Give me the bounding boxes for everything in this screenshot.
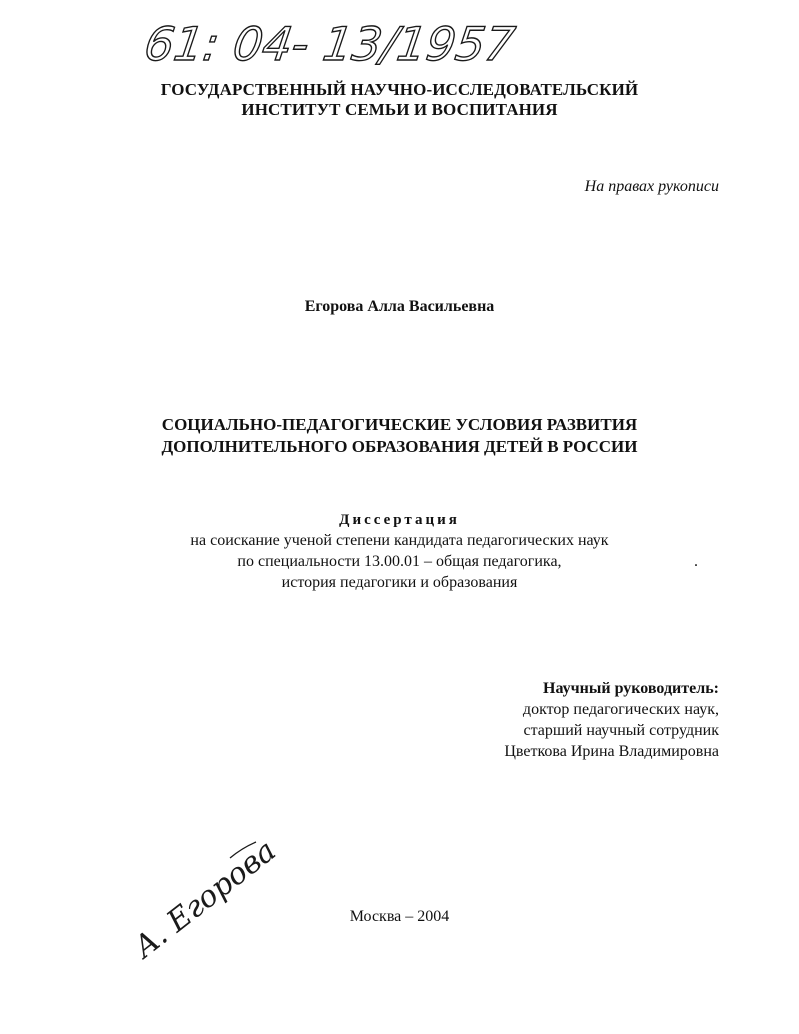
rights-note: На правах рукописи <box>584 178 719 195</box>
institute-line-1: ГОСУДАРСТВЕННЫЙ НАУЧНО-ИССЛЕДОВАТЕЛЬСКИЙ <box>160 80 639 99</box>
dissertation-label: Диссертация <box>339 512 460 528</box>
supervisor-block <box>504 678 719 762</box>
city-year: Москва – 2004 <box>349 908 450 925</box>
author-name: Егорова Алла Васильевна <box>304 298 495 315</box>
dissertation-line-1: на соискание ученой степени кандидата педагогических наук <box>190 532 609 549</box>
title-line-1: СОЦИАЛЬНО-ПЕДАГОГИЧЕСКИЕ УСЛОВИЯ РАЗВИТИЯ <box>161 415 638 434</box>
title-line-2: ДОПОЛНИТЕЛЬНОГО ОБРАЗОВАНИЯ ДЕТЕЙ В РОССИИ <box>161 437 638 456</box>
dissertation-line-2: по специальности 13.00.01 – общая педагогика, <box>237 553 562 570</box>
dissertation-line-3: история педагогики и образования <box>281 574 518 591</box>
author-signature <box>112 833 283 966</box>
signature-text: А. Егорова <box>127 833 283 966</box>
signature-drawing <box>112 833 283 966</box>
supervisor-position: старший научный сотрудник <box>523 722 719 739</box>
archive-code-handwritten <box>141 8 550 78</box>
supervisor-label: Научный руководитель: <box>543 680 719 697</box>
archive-code-drawing <box>141 8 550 78</box>
stray-dot: . <box>694 553 698 570</box>
institute-line-2: ИНСТИТУТ СЕМЬИ И ВОСПИТАНИЯ <box>241 100 558 119</box>
institute-name <box>0 80 799 120</box>
supervisor-degree: доктор педагогических наук, <box>522 701 719 718</box>
archive-code-text: 61: 04- 13/1957 <box>141 17 519 71</box>
dissertation-title <box>0 414 799 458</box>
dissertation-description <box>0 530 799 593</box>
supervisor-name: Цветкова Ирина Владимировна <box>504 743 719 760</box>
